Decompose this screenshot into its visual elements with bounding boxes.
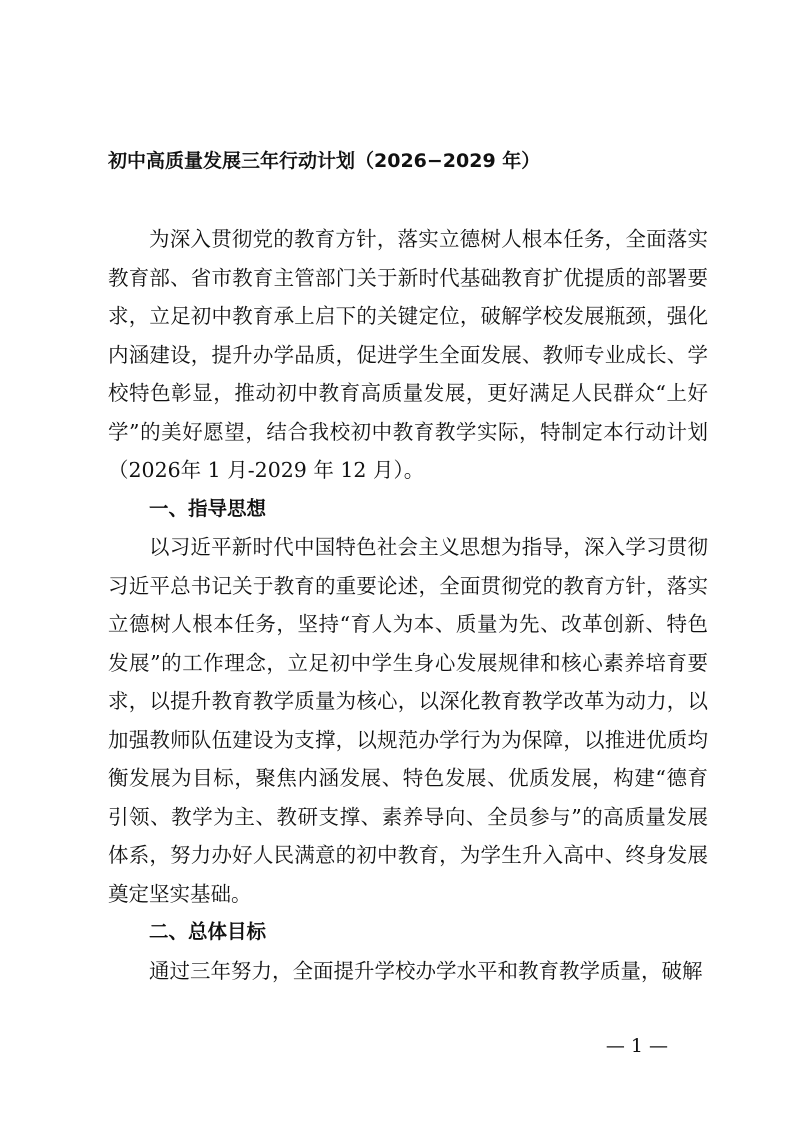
intro-paragraph: 为深入贯彻党的教育方针，落实立德树人根本任务，全面落实教育部、省市教育主管部门关于新时代基础教育扩优提质的部署要求，立足初中教育承上启下的关键定位，破解学校发展瓶颈，强化内涵建设，提升办学品质，促进学生全面发展、教师专业成长、学校特色彰显，推动初中教育高质量发展，更好满足人民群众“上好学”的美好愿望，结合我校初中教育教学实际，特制定本行动计划（2026年 1 月-2029 年 12 月）。	[108, 227, 708, 482]
section-heading-guiding-ideology: 一、指导思想	[149, 496, 267, 520]
document-body	[108, 220, 708, 990]
guiding-ideology-paragraph: 以习近平新时代中国特色社会主义思想为指导，深入学习贯彻习近平总书记关于教育的重要论述，全面贯彻党的教育方针，落实立德树人根本任务，坚持“育人为本、质量为先、改革创新、特色发展”的工作理念，立足初中学生身心发展规律和核心素养培育要求，以提升教育教学质量为核心，以深化教育教学改革为动力，以加强教师队伍建设为支撑，以规范办学行为为保障，以推进优质均衡发展为目标，聚焦内涵发展、特色发展、优质发展，构建“德育引领、教学为主、教研支撑、素养导向、全员参与”的高质量发展体系，努力办好人民满意的初中教育，为学生升入高中、终身发展奠定坚实基础。	[108, 535, 708, 906]
overall-goals-paragraph: 通过三年努力，全面提升学校办学水平和教育教学质量，破解	[149, 958, 703, 983]
page-number: — 1 —	[605, 1035, 668, 1057]
section-heading-overall-goals: 二、总体目标	[149, 920, 267, 943]
document-title: 初中高质量发展三年行动计划（2026−2029 年）	[108, 150, 541, 172]
